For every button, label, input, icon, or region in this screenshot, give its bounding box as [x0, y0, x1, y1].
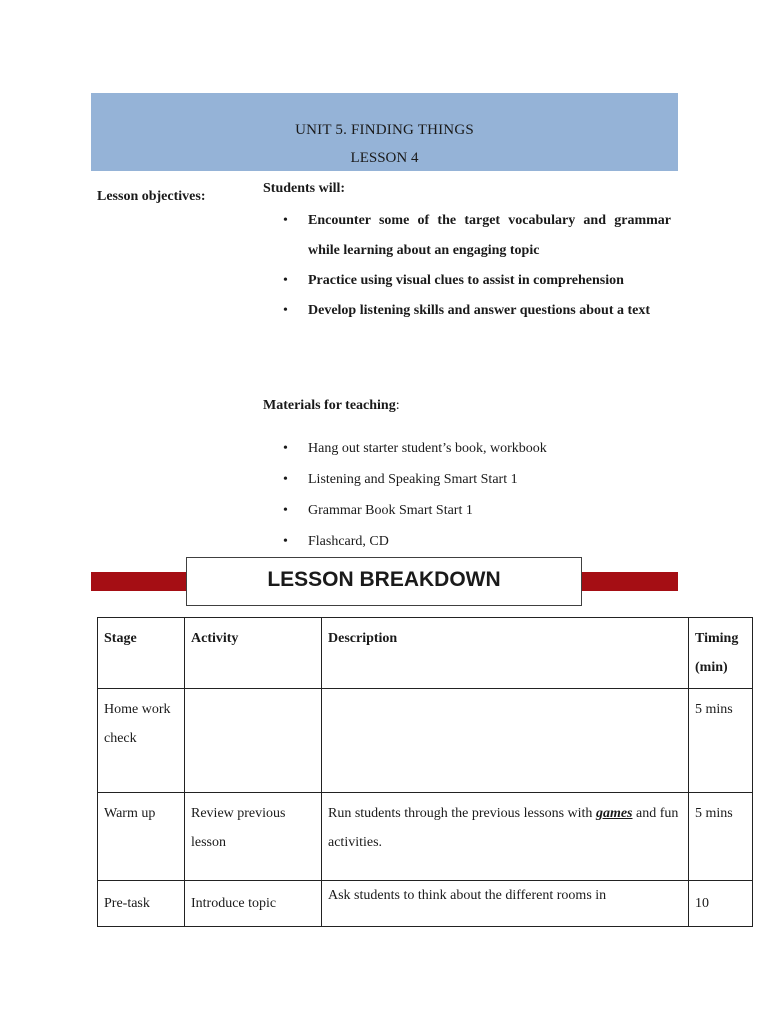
- table-header-row: [98, 618, 753, 689]
- cell-description: Run students through the previous lessons with games and fun activities.: [322, 793, 689, 881]
- objectives-intro: Students will:: [263, 181, 346, 196]
- lesson-header-band: [91, 93, 678, 171]
- objectives-label: Lesson objectives:: [97, 189, 206, 204]
- material-item: • Grammar Book Smart Start 1: [283, 495, 547, 526]
- material-item: • Listening and Speaking Smart Start 1: [283, 464, 547, 495]
- bullet-icon: •: [283, 213, 288, 228]
- table-row: [98, 881, 753, 927]
- cell-timing: 5 mins: [689, 793, 753, 881]
- column-header-activity: Activity: [185, 618, 322, 689]
- bullet-icon: •: [283, 534, 288, 549]
- material-item: • Flashcard, CD: [283, 526, 547, 557]
- cell-activity: Review previous lesson: [185, 793, 322, 881]
- section-divider-left: [91, 572, 187, 591]
- cell-stage: Home work check: [98, 689, 185, 793]
- objective-item: • Practice using visual clues to assist in comprehension: [283, 266, 671, 296]
- cell-activity: Introduce topic: [185, 881, 322, 927]
- lesson-breakdown-table: [97, 617, 753, 927]
- bullet-icon: •: [283, 441, 288, 456]
- cell-activity: [185, 689, 322, 793]
- materials-list: [283, 433, 547, 557]
- bullet-icon: •: [283, 303, 288, 318]
- bullet-icon: •: [283, 273, 288, 288]
- unit-title: UNIT 5. FINDING THINGS: [295, 122, 474, 138]
- bullet-icon: •: [283, 503, 288, 518]
- section-divider-right: [581, 572, 678, 591]
- column-header-timing: Timing (min): [689, 618, 753, 689]
- column-header-description: Description: [322, 618, 689, 689]
- materials-label: Materials for teaching:: [263, 398, 400, 413]
- table-row: [98, 793, 753, 881]
- table-row: [98, 689, 753, 793]
- cell-stage: Pre-task: [98, 881, 185, 927]
- cell-stage: Warm up: [98, 793, 185, 881]
- lesson-number: LESSON 4: [350, 150, 419, 166]
- cell-description: Ask students to think about the different rooms in: [322, 881, 689, 927]
- objective-item: • Encounter some of the target vocabulary and grammar while learning about an engaging topic: [283, 206, 671, 266]
- cell-description: [322, 689, 689, 793]
- cell-timing: 10: [689, 881, 753, 927]
- section-title: LESSON BREAKDOWN: [186, 557, 582, 606]
- emphasis-games: games: [595, 806, 633, 821]
- objectives-list: [283, 206, 671, 326]
- material-item: • Hang out starter student’s book, workbook: [283, 433, 547, 464]
- column-header-stage: Stage: [98, 618, 185, 689]
- bullet-icon: •: [283, 472, 288, 487]
- objective-item: • Develop listening skills and answer questions about a text: [283, 296, 671, 326]
- cell-timing: 5 mins: [689, 689, 753, 793]
